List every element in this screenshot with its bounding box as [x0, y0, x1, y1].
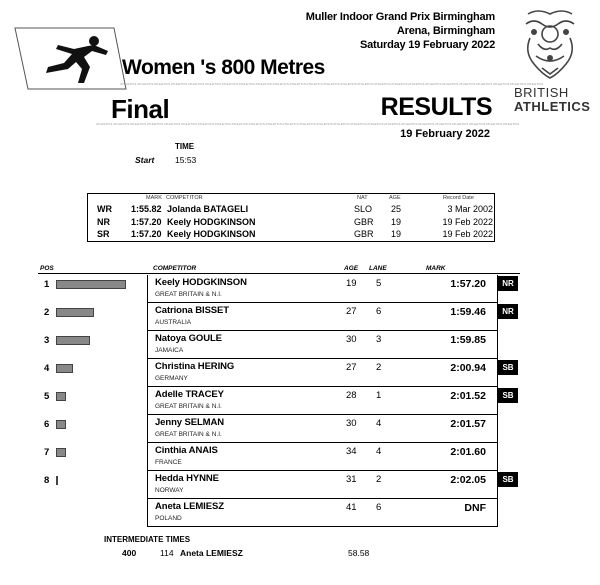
result-mark: 1:59.85 — [450, 334, 486, 346]
competitor-age: 30 — [346, 334, 357, 345]
record-badge: SB — [498, 388, 518, 403]
result-mark: DNF — [464, 502, 486, 514]
competitor-name: Keely HODGKINSON — [155, 277, 247, 288]
record-type: NR — [97, 216, 110, 227]
competitor-lane: 6 — [376, 306, 382, 317]
split-athlete: Aneta LEMIESZ — [180, 548, 243, 558]
record-date: 19 Feb 2022 — [442, 229, 493, 239]
intermediate-label: INTERMEDIATE TIMES — [104, 535, 191, 544]
competitor-country: GREAT BRITAIN & N.I. — [155, 431, 222, 438]
performance-bar — [56, 280, 126, 289]
competitor-lane: 4 — [376, 418, 382, 429]
competitor-country: POLAND — [155, 515, 182, 522]
competitor-lane: 4 — [376, 446, 382, 457]
competitor-name: Christina HERING — [155, 361, 235, 372]
record-badge: SB — [498, 360, 518, 375]
competitor-country: FRANCE — [155, 459, 182, 466]
performance-bar — [56, 392, 66, 401]
record-badge: NR — [498, 304, 518, 319]
start-time: 15:53 — [175, 155, 197, 165]
competitor-name: Hedda HYNNE — [155, 473, 219, 484]
record-type: WR — [97, 204, 112, 214]
competitor-age: 41 — [346, 502, 357, 513]
record-mark: 1:55.82 — [131, 204, 162, 214]
competitor-age: 34 — [346, 446, 357, 457]
record-nat: GBR — [354, 229, 374, 239]
competitor-country: JAMAICA — [155, 347, 184, 354]
meeting-venue: Arena, Birmingham — [396, 25, 495, 37]
row-rule — [147, 330, 497, 331]
competitor-age: 28 — [346, 390, 357, 401]
meeting-name: Muller Indoor Grand Prix Birmingham — [305, 11, 495, 23]
record-badge: SB — [498, 472, 518, 487]
competitor-age: 27 — [346, 306, 357, 317]
records-header-nat: NAT — [357, 195, 368, 201]
record-holder: Keely HODGKINSON — [167, 216, 256, 227]
competitor-name: Aneta LEMIESZ — [155, 501, 224, 512]
header-pos: POS — [40, 265, 54, 272]
runner-logo — [14, 27, 128, 90]
record-age: 19 — [391, 216, 402, 227]
result-position: 7 — [44, 447, 50, 458]
header-mark: MARK — [426, 265, 446, 272]
sponsor-strip: ATHLETICS ATHLETICS ATHLETICS ATHLETICS ATHLETICS ATHLETICS ATHLETICS ATHLETICS ATHLETICS ATHLETICS ATHLETICS ATHLETICS ATHLETICS ATHLETICS ATHLETICS ATHLETICS ATHLETICS ATHLETICS ATHLETICS ATHLETICS ATHLETICS ATHLETICS ATHLETICS ATHLETICS ATHLETICS — [120, 82, 544, 86]
competitor-age: 30 — [346, 418, 357, 429]
row-rule — [147, 358, 497, 359]
header-age: AGE — [344, 265, 359, 272]
record-date: 19 Feb 2022 — [442, 216, 493, 227]
result-mark: 2:00.94 — [450, 362, 486, 374]
header-lane: LANE — [369, 265, 387, 272]
british-athletics-wordmark — [514, 86, 590, 114]
record-nat: SLO — [354, 204, 373, 214]
record-badge: NR — [498, 276, 518, 291]
competitor-name: Jenny SELMAN — [155, 417, 225, 428]
performance-bar — [56, 448, 66, 457]
record-nat: GBR — [354, 216, 374, 227]
row-rule — [147, 498, 497, 499]
start-label: Start — [135, 155, 155, 165]
competitor-lane: 5 — [376, 278, 382, 289]
competitor-lane: 1 — [376, 390, 382, 401]
round-title: Final — [111, 94, 170, 124]
records-header-date: Record Date — [443, 195, 474, 201]
performance-bar — [56, 336, 90, 345]
competitor-name: Catriona BISSET — [155, 305, 229, 316]
row-rule — [147, 526, 497, 527]
meeting-info — [306, 10, 495, 52]
row-rule — [147, 414, 497, 415]
records-header-competitor: COMPETITOR — [166, 195, 203, 201]
record-mark: 1:57.20 — [131, 229, 162, 239]
split-time: 58.58 — [348, 548, 370, 558]
time-label: TIME — [175, 142, 195, 151]
competitor-name: Cinthia ANAIS — [155, 445, 218, 456]
record-type: SR — [97, 229, 110, 239]
row-rule — [147, 470, 497, 471]
meeting-date: Saturday 19 February 2022 — [359, 39, 495, 51]
records-header-mark: MARK — [146, 195, 162, 201]
split-distance: 400 — [122, 548, 137, 558]
result-position: 5 — [44, 391, 50, 402]
performance-bar — [56, 476, 58, 485]
row-rule — [147, 386, 497, 387]
brand-line-1: BRITISH — [514, 85, 569, 100]
competitor-lane: 2 — [376, 362, 382, 373]
records-header-age: AGE — [389, 195, 401, 201]
competitor-country: GREAT BRITAIN & N.I. — [155, 291, 222, 298]
record-age: 19 — [391, 229, 402, 239]
competitor-name: Adelle TRACEY — [155, 389, 224, 400]
event-title: Women 's 800 Metres — [122, 56, 325, 79]
record-holder: Jolanda BATAGELI — [167, 204, 249, 214]
result-mark: 1:57.20 — [450, 278, 486, 290]
row-rule — [147, 442, 497, 443]
competitor-country: GREAT BRITAIN & N.I. — [155, 403, 222, 410]
result-mark: 2:01.52 — [450, 390, 486, 402]
record-holder: Keely HODGKINSON — [167, 229, 256, 239]
performance-bar — [56, 364, 73, 373]
column-rule-name — [147, 275, 148, 527]
result-position: 1 — [44, 279, 50, 290]
competitor-country: GERMANY — [155, 375, 188, 382]
result-mark: 2:01.57 — [450, 418, 486, 430]
competitor-name: Natoya GOULE — [155, 333, 222, 344]
performance-bar — [56, 420, 66, 429]
event-date: 19 February 2022 — [400, 128, 490, 140]
result-position: 8 — [44, 475, 50, 486]
competitor-age: 31 — [346, 474, 357, 485]
result-mark: 2:01.60 — [450, 446, 486, 458]
british-athletics-crest — [520, 8, 580, 80]
record-date: 3 Mar 2002 — [447, 204, 493, 214]
row-rule — [147, 302, 497, 303]
competitor-country: AUSTRALIA — [155, 319, 192, 326]
header-rule — [38, 273, 520, 274]
result-position: 6 — [44, 419, 50, 430]
split-bib: 114 — [160, 548, 174, 558]
result-position: 3 — [44, 335, 50, 346]
brand-line-2: ATHLETICS — [514, 99, 591, 114]
result-position: 4 — [44, 363, 50, 374]
competitor-lane: 3 — [376, 334, 382, 345]
header-competitor: COMPETITOR — [153, 265, 197, 272]
result-mark: 2:02.05 — [450, 474, 486, 486]
competitor-lane: 6 — [376, 502, 382, 513]
result-mark: 1:59.46 — [450, 306, 486, 318]
record-mark: 1:57.20 — [131, 216, 162, 227]
result-position: 2 — [44, 307, 50, 318]
competitor-age: 19 — [346, 278, 357, 289]
performance-bar — [56, 308, 94, 317]
record-age: 25 — [391, 204, 402, 214]
competitor-country: NORWAY — [155, 487, 184, 494]
competitor-lane: 2 — [376, 474, 382, 485]
results-label: RESULTS — [380, 93, 492, 121]
sponsor-strip-2: ATHLETICS ATHLETICS ATHLETICS ATHLETICS ATHLETICS ATHLETICS ATHLETICS ATHLETICS ATHLETICS ATHLETICS ATHLETICS ATHLETICS ATHLETICS ATHLETICS ATHLETICS ATHLETICS ATHLETICS ATHLETICS ATHLETICS ATHLETICS ATHLETICS ATHLETICS ATHLETICS ATHLETICS ATHLETICS — [96, 122, 520, 126]
competitor-age: 27 — [346, 362, 357, 373]
